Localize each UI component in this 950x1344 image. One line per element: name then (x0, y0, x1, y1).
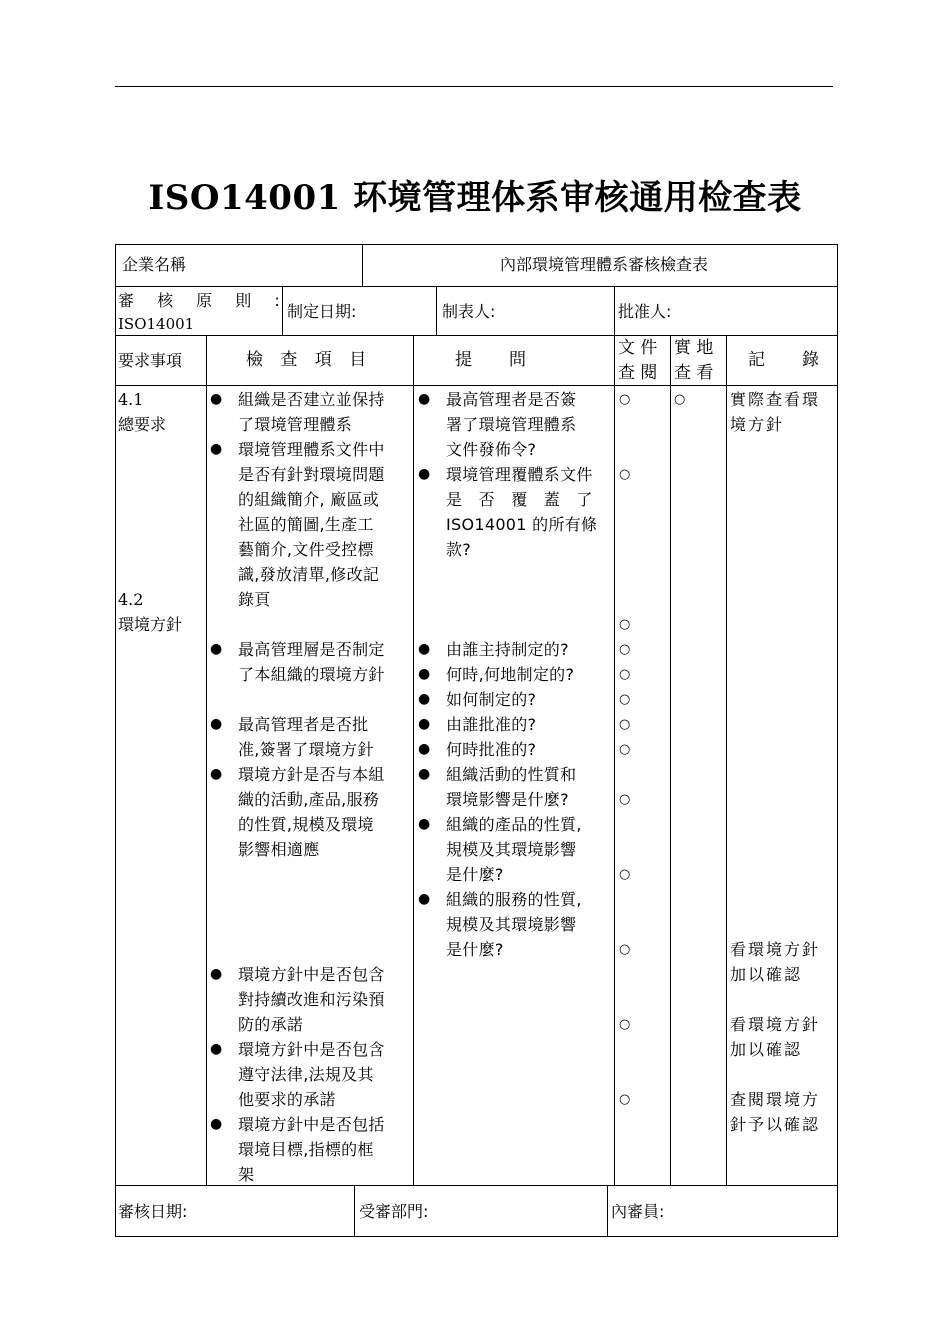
question-line: 環境管理覆體系文件 (446, 465, 593, 484)
question-line: 組織的產品的性質, (446, 815, 582, 834)
record-line: 查閱環境方 (730, 1090, 821, 1109)
bullet-icon: ● (210, 766, 223, 782)
check-item-line: 最高管理層是否制定 (238, 640, 385, 659)
doc-review-mark: ○ (619, 667, 631, 682)
check-item-line: 最高管理者是否批 (238, 715, 369, 734)
bullet-icon: ● (418, 741, 431, 757)
requirement-number: 4.1 (118, 390, 144, 409)
question-line: 如何制定的? (446, 690, 537, 709)
bullet-icon: ● (418, 691, 431, 707)
check-item-line: 環境方針中是否包含 (238, 965, 385, 984)
check-item-line: 了本組織的環境方針 (238, 665, 385, 684)
doc-review-mark: ○ (619, 792, 631, 807)
bullet-icon: ● (418, 641, 431, 657)
check-item-line: 對持續改進和污染預 (238, 990, 385, 1009)
record-line: 加以確認 (730, 965, 803, 984)
question-line: 何時,何地制定的? (446, 665, 575, 684)
col-questions: 提 問 (455, 350, 536, 370)
principle-label: 審 核 原 則 : (118, 291, 289, 310)
question-line: 環境影響是什麼? (446, 790, 569, 809)
requirement-name: 環境方針 (118, 615, 183, 634)
checklist-title: 內部環境管理體系審核檢查表 (500, 255, 709, 274)
internal-auditor-label: 內審員: (611, 1202, 665, 1221)
bullet-icon: ● (418, 766, 431, 782)
question-line: ISO14001 的所有條 (446, 515, 598, 534)
check-item-line: 社區的簡圖,生產工 (238, 515, 374, 534)
col-check-items: 檢 查 項 目 (246, 350, 373, 370)
record-line: 看環境方針 (730, 1015, 821, 1034)
check-item-line: 的組織簡介, 廠區或 (238, 490, 380, 509)
doc-review-mark: ○ (619, 642, 631, 657)
check-item-line: 架 (238, 1165, 255, 1184)
doc-review-mark: ○ (619, 717, 631, 732)
question-line: 是什麼? (446, 940, 504, 959)
question-line: 由誰批准的? (446, 715, 537, 734)
bullet-icon: ● (210, 441, 223, 457)
bullet-icon: ● (418, 666, 431, 682)
record-line: 加以確認 (730, 1040, 803, 1059)
record-line: 針予以確認 (730, 1115, 821, 1134)
question-line: 組織活動的性質和 (446, 765, 577, 784)
bullet-icon: ● (418, 816, 431, 832)
bullet-icon: ● (418, 466, 431, 482)
doc-review-mark: ○ (619, 867, 631, 882)
site-check-mark: ○ (674, 392, 686, 407)
date-made-label: 制定日期: (287, 302, 357, 321)
col-doc-review: 文 件 (618, 338, 658, 358)
record-line: 看環境方針 (730, 940, 821, 959)
col-requirement: 要求事項 (118, 351, 183, 370)
doc-review-mark: ○ (619, 392, 631, 407)
bullet-icon: ● (418, 391, 431, 407)
question-line: 文件發佈令? (446, 440, 537, 459)
check-item-line: 錄頁 (238, 590, 271, 609)
approver-label: 批准人: (618, 302, 672, 321)
question-line: 是什麼? (446, 865, 504, 884)
requirement-number: 4.2 (118, 590, 144, 609)
check-item-line: 他要求的承諾 (238, 1090, 336, 1109)
doc-review-mark: ○ (619, 617, 631, 632)
question-line: 是 否 覆 蓋 了 (446, 490, 593, 509)
check-item-line: 組織是否建立並保持 (238, 390, 385, 409)
check-item-line: 織的活動,產品,服務 (238, 790, 380, 809)
check-item-line: 了環境管理體系 (238, 415, 353, 434)
question-line: 款? (446, 540, 472, 559)
check-item-line: 准,簽署了環境方針 (238, 740, 374, 759)
doc-review-mark: ○ (619, 1092, 631, 1107)
check-item-line: 遵守法律,法規及其 (238, 1065, 374, 1084)
bullet-icon: ● (210, 1116, 223, 1132)
check-item-line: 環境管理體系文件中 (238, 440, 385, 459)
top-rule (115, 86, 833, 87)
doc-review-mark: ○ (619, 467, 631, 482)
bullet-icon: ● (210, 716, 223, 732)
col-site-check: 實 地 (674, 338, 714, 358)
check-item-line: 識,發放清單,修改記 (238, 565, 380, 584)
bullet-icon: ● (418, 891, 431, 907)
check-item-line: 的性質,規模及環境 (238, 815, 374, 834)
doc-review-mark: ○ (619, 742, 631, 757)
bullet-icon: ● (210, 391, 223, 407)
page-title: ISO14001 环境管理体系审核通用检查表 (148, 178, 802, 218)
bullet-icon: ● (418, 716, 431, 732)
check-item-line: 藝簡介,文件受控標 (238, 540, 374, 559)
check-item-line: 是否有針對環境問題 (238, 465, 385, 484)
record-line: 境方針 (730, 415, 785, 434)
company-row (115, 244, 838, 287)
requirement-name: 總要求 (118, 415, 167, 434)
footer-row (115, 1185, 838, 1237)
doc-review-mark: ○ (619, 692, 631, 707)
question-line: 最高管理者是否簽 (446, 390, 577, 409)
record-line: 實際查看環 (730, 390, 821, 409)
bullet-icon: ● (210, 966, 223, 982)
check-item-line: 環境方針中是否包含 (238, 1040, 385, 1059)
bullet-icon: ● (210, 1041, 223, 1057)
check-item-line: 環境方針是否与本組 (238, 765, 385, 784)
col-doc-review-2: 查 閱 (618, 363, 658, 383)
company-label: 企業名稱 (122, 255, 187, 274)
bullet-icon: ● (210, 641, 223, 657)
maker-label: 制表人: (442, 302, 496, 321)
question-line: 規模及其環境影響 (446, 915, 577, 934)
doc-review-mark: ○ (619, 942, 631, 957)
check-item-line: 影響相適應 (238, 840, 320, 859)
doc-review-mark: ○ (619, 1017, 631, 1032)
col-record: 記 錄 (748, 350, 829, 370)
audit-date-label: 審核日期: (118, 1202, 188, 1221)
audited-dept-label: 受審部門: (359, 1202, 429, 1221)
check-item-line: 防的承諾 (238, 1015, 304, 1034)
question-line: 何時批准的? (446, 740, 537, 759)
question-line: 規模及其環境影響 (446, 840, 577, 859)
check-item-line: 環境方針中是否包括 (238, 1115, 385, 1134)
col-site-check-2: 查 看 (674, 363, 714, 383)
question-line: 由誰主持制定的? (446, 640, 569, 659)
principle-standard: ISO14001 (118, 315, 195, 333)
question-line: 署了環境管理體系 (446, 415, 577, 434)
question-line: 組織的服務的性質, (446, 890, 582, 909)
check-item-line: 環境目標,指標的框 (238, 1140, 374, 1159)
